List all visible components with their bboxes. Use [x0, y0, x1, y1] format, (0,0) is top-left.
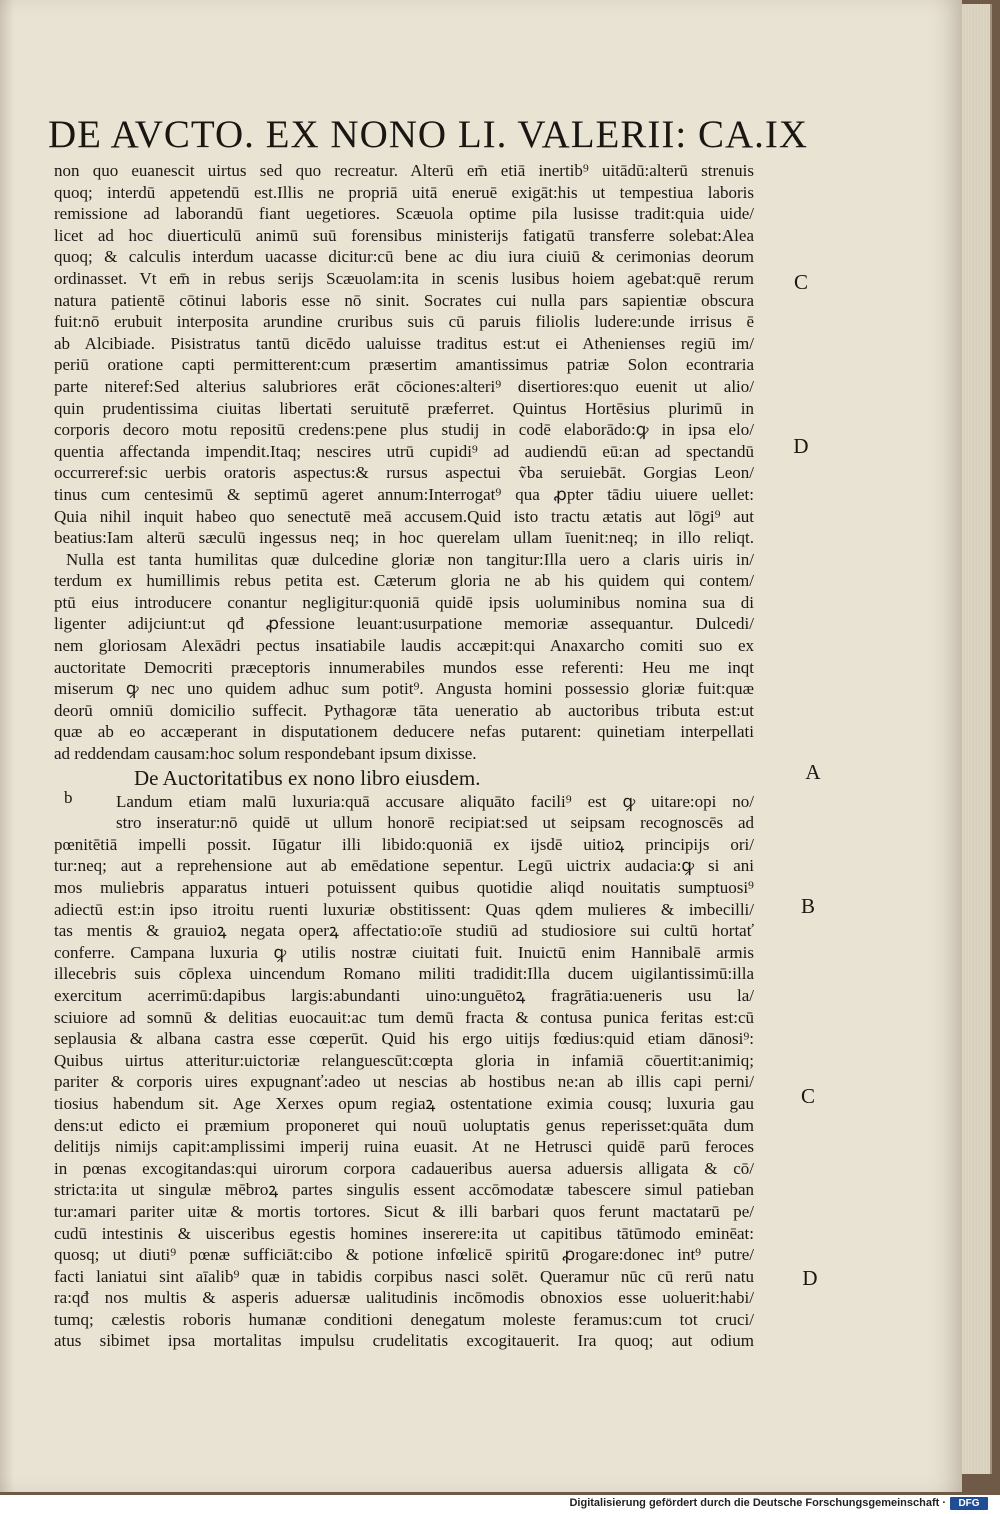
text-line: adiectū est:in ipso itroitu ruenti luxuriæ obstitissent: Quas qdem mulieres & imbecilli/ — [54, 899, 754, 919]
margin-mark-c: C — [793, 270, 808, 294]
text-line: ligenter adijciunt:ut qđ ꝓfessione leuant:usurpatione memoriæ assequantur. Dulcedi/ — [54, 614, 754, 634]
section-letter: b — [64, 788, 73, 807]
text-line: in pœnas excogitandas:qui uirorum corpora cadaueribus auersa aduersis alligata & cō/ — [54, 1158, 754, 1178]
text-line: ptū eius introducere conantur negligitur:quoniā quidē ipsis uoluminibus nomina sua di — [54, 592, 754, 612]
text-line: mos muliebris apparatus intueri potuissent quibus quotidie aliqd nouitatis sumptuosi⁹ — [54, 878, 754, 897]
text-line: Nulla est tanta humilitas quæ dulcedine gloriæ non tangitur:Illa uero a claris uiris in/ — [66, 549, 754, 569]
text-line: cudū intestinis & uisceribus egestis homines inserere:ita ut capitibus tātūmodo eminēat: — [54, 1223, 754, 1243]
text-line: nem gloriosam Alexādri pectus insatiabile laudis accæpit:qui Anaxarcho comiti suo ex — [54, 636, 754, 656]
text-line: remissione ad laborandū fiant uegetiores. Scæuola optime pila lusisse tradit:quia uide/ — [54, 204, 754, 224]
gutter-shadow — [0, 0, 14, 1492]
text-line: licet ad hoc diuerticulū animū suū forensibus ministerijs fatigatū transferre solebat:Alea — [54, 225, 754, 245]
text-line: seplausia & albana castra esse cœperūt. Quid his ergo uitijs fœdius:quid etiam dānosi⁹: — [54, 1029, 754, 1049]
section-heading: De Auctoritatibus ex nono libro eiusdem. — [134, 765, 481, 790]
margin-mark-d: D — [793, 434, 809, 458]
text-line: facti laniatui sint aīalib⁹ quæ in tabidis corpibus nasci solēt. Queramur nūc cū rerū natu — [54, 1266, 754, 1286]
text-line: tur:neq; aut a reprehensione aut ab emēdatione sepentur. Legū uictrix audacia:ꝙ si ani — [54, 856, 754, 876]
text-line: Quia nihil inquit habeo quo senectutē meā accusem.Quid isto tractu ætatis aut lōgi⁹ aut — [54, 506, 754, 526]
running-head: DE AVCTO. EX NONO LI. VALERII: CA.IX — [48, 113, 809, 156]
text-line: parte niteref:Sed alterius salubriores erāt cōciones:alteri⁹ disertiores:quo euenit ut alio/ — [54, 376, 754, 396]
text-line: atus sibimet ipsa mortalitas impulsu crudelitatis excogitauerit. Ira quoq; aut odium — [54, 1331, 754, 1351]
text-line: quoq; interdū appetendū est.Illis ne propriā uitā eneruē exigāt:his ut tempestiua laboris — [54, 182, 754, 202]
body-text — [54, 160, 754, 1352]
text-line: sciuiore ad somnū & delitias euocauit:ac tum demū fracta & contusa punica feritas est:cū — [54, 1007, 754, 1027]
margin-mark-b: B — [800, 894, 815, 918]
margin-mark-d-2: D — [802, 1266, 818, 1290]
text-line: quæ ab eo accæperant in disputationem deducere nefas putarent: quinetiam interpellati — [54, 722, 754, 742]
footer-credit: Digitalisierung gefördert durch die Deutsche Forschungsgemeinschaft · — [569, 1497, 946, 1509]
text-line: conferre. Campana luxuria ꝙ utilis nostræ ciuitati fuit. Inuictū enim Hannibalē armis — [54, 942, 754, 962]
text-line: stro inseratur:nō quidē ut ullum honorē recipiat:sed ut seipsam recognoscēs ad — [116, 813, 754, 833]
text-line: tiosius habendum sit. Age Xerxes opum regiaꝝ ostentatione eximia cousq; luxuria gau — [54, 1093, 754, 1113]
dfg-logo: DFG — [950, 1497, 988, 1510]
text-line: fuit:nō erubuit interposita arundine cruribus suis cū paruis filiolis ludere:unde irrisus ē — [54, 312, 754, 332]
text-line: exercitum acerrimū:dapibus largis:abundanti uino:unguētoꝝ fragrātia:ueneris usu la/ — [54, 985, 754, 1005]
text-line: Landum etiam malū luxuria:quā accusare aliquāto facili⁹ est ꝙ uitare:opi no/ — [116, 791, 754, 811]
footer — [0, 1495, 1000, 1514]
text-line: ab Alcibiade. Pisistratus tantū dicēdo ualuisse traditus est:ut ei Athenienses regiū im/ — [54, 333, 754, 353]
text-line: stricta:ita ut singulæ mēbroꝝ partes singulis essent accōmodatæ tabescere simul patieban — [54, 1180, 754, 1200]
text-line: periū oratione capti permitterent:cum præsertim amantissimus patriæ Solon econtraria — [54, 355, 754, 375]
text-line: corporis decoro motu repositū credens:pene plus studij in codē elaborādo:ꝙ in ipsa elo/ — [54, 420, 754, 440]
text-line: miserum ꝙ nec uno quidem adhuc sum potit⁹. Angusta homini possessio gloriæ fuit:quæ — [54, 679, 754, 699]
text-line: quosq; ut diuti⁹ pœnæ sufficiāt:cibo & potione infœlicē spiritū ꝓrogare:donec int⁹ putre/ — [54, 1245, 754, 1265]
text-line: terdum ex humillimis rebus petita est. Cæterum gloria ne ab his quidem qui contem/ — [54, 571, 754, 591]
text-line: tinus cum centesimū & septimū ageret annum:Interrogat⁹ qua ꝓpter tādiu uiuere uellet: — [54, 484, 754, 504]
text-line: auctoritate Democriti præceptoris innumerabiles mundos esse referenti: Heu me inqt — [54, 657, 754, 677]
text-line: ad reddendam causam:hoc solum respondebant ipsum dixisse. — [54, 744, 477, 764]
text-line: Quibus uirtus atteritur:uictoriæ relanguescūt:cœpta gloria in infamiā cōuertit:animiq; — [54, 1050, 754, 1070]
text-line: natura patientē cōtinui laboris esse nō sinit. Socrates cui nulla pars sapientiæ obscura — [54, 290, 754, 310]
text-line: tur:amari pariter uitæ & mortis tortores. Sicut & illi barbari quos ferunt mactatarū pe/ — [54, 1201, 754, 1221]
text-line: quin prudentissima ciuitas libertati seruitutē præferret. Quintus Hortēsius plurimū in — [54, 398, 754, 418]
margin-mark-a: A — [805, 760, 821, 784]
text-line: dens:ut edicto ei præmium proponeret qui nouū uoluptatis genus reperisset:quāta dum — [54, 1115, 754, 1135]
text-line: pœnitētiā impelli possit. Iūgatur illi libido:quoniā ex ijsdē uitioꝝ principijs ori/ — [54, 834, 754, 854]
text-line: beatius:Iam alterū sæculū ingessus neq; in hoc querelam ullam īuenit:neq; in illo reliqt. — [54, 528, 754, 548]
text-line: non quo euanescit uirtus sed quo recreatur. Alterū em̄ etiā inertib⁹ uitādū:alterū strenuis — [54, 161, 754, 180]
text-line: occurreref:sic uerbis oratoris aspectus:& rursus aspectui ṽba seruiebāt. Gorgias Leon/ — [54, 463, 754, 483]
text-line: deorū omniū domicilio suffecit. Pythagoræ tāta ueneratio ab auctoribus tributa est:ut — [54, 700, 754, 720]
text-line: tumq; cælestis roboris humanæ conditioni denegatum moleste feramus:cum tot cruci/ — [54, 1309, 754, 1329]
text-line: ra:qđ nos multis & asperis aduersæ ualitudinis incōmodis obnoxios esse uoluerit:habi/ — [54, 1288, 754, 1308]
text-line: quoq; & calculis interdum uacasse dicitur:cū bene ac diu iura ciuiū & cerimonias deorum — [54, 247, 754, 267]
page-edges — [962, 4, 992, 1474]
text-line: delitijs nimijs capit:amplissimi imperij ruina euasit. At ne Hetrusci quidē parū feroces — [54, 1137, 754, 1157]
margin-mark-c-2: C — [800, 1084, 815, 1108]
text-line: quentia affectanda impendit.Itaq; nescires utrū cupidi⁹ ad audiendū eū:an ad spectandū — [54, 441, 754, 461]
text-line: ordinasset. Vt em̄ in rebus serijs Scæuolam:ita in scenis lusibus hoiem agebat:quē rerum — [54, 268, 754, 288]
text-line: pariter & corporis uires expugnanť:adeo ut nescias ab hostibus ne:an ab illis capi perni/ — [54, 1072, 754, 1092]
text-line: tas mentis & grauioꝝ negata operꝝ affectatio:oīe studiū ad studiosiore sui cultū hortať — [54, 921, 754, 941]
text-line: illecebris suis cōplexa uincendum Romano militi tradidit:Illa ducem uigilantissimū:illa — [54, 964, 754, 984]
